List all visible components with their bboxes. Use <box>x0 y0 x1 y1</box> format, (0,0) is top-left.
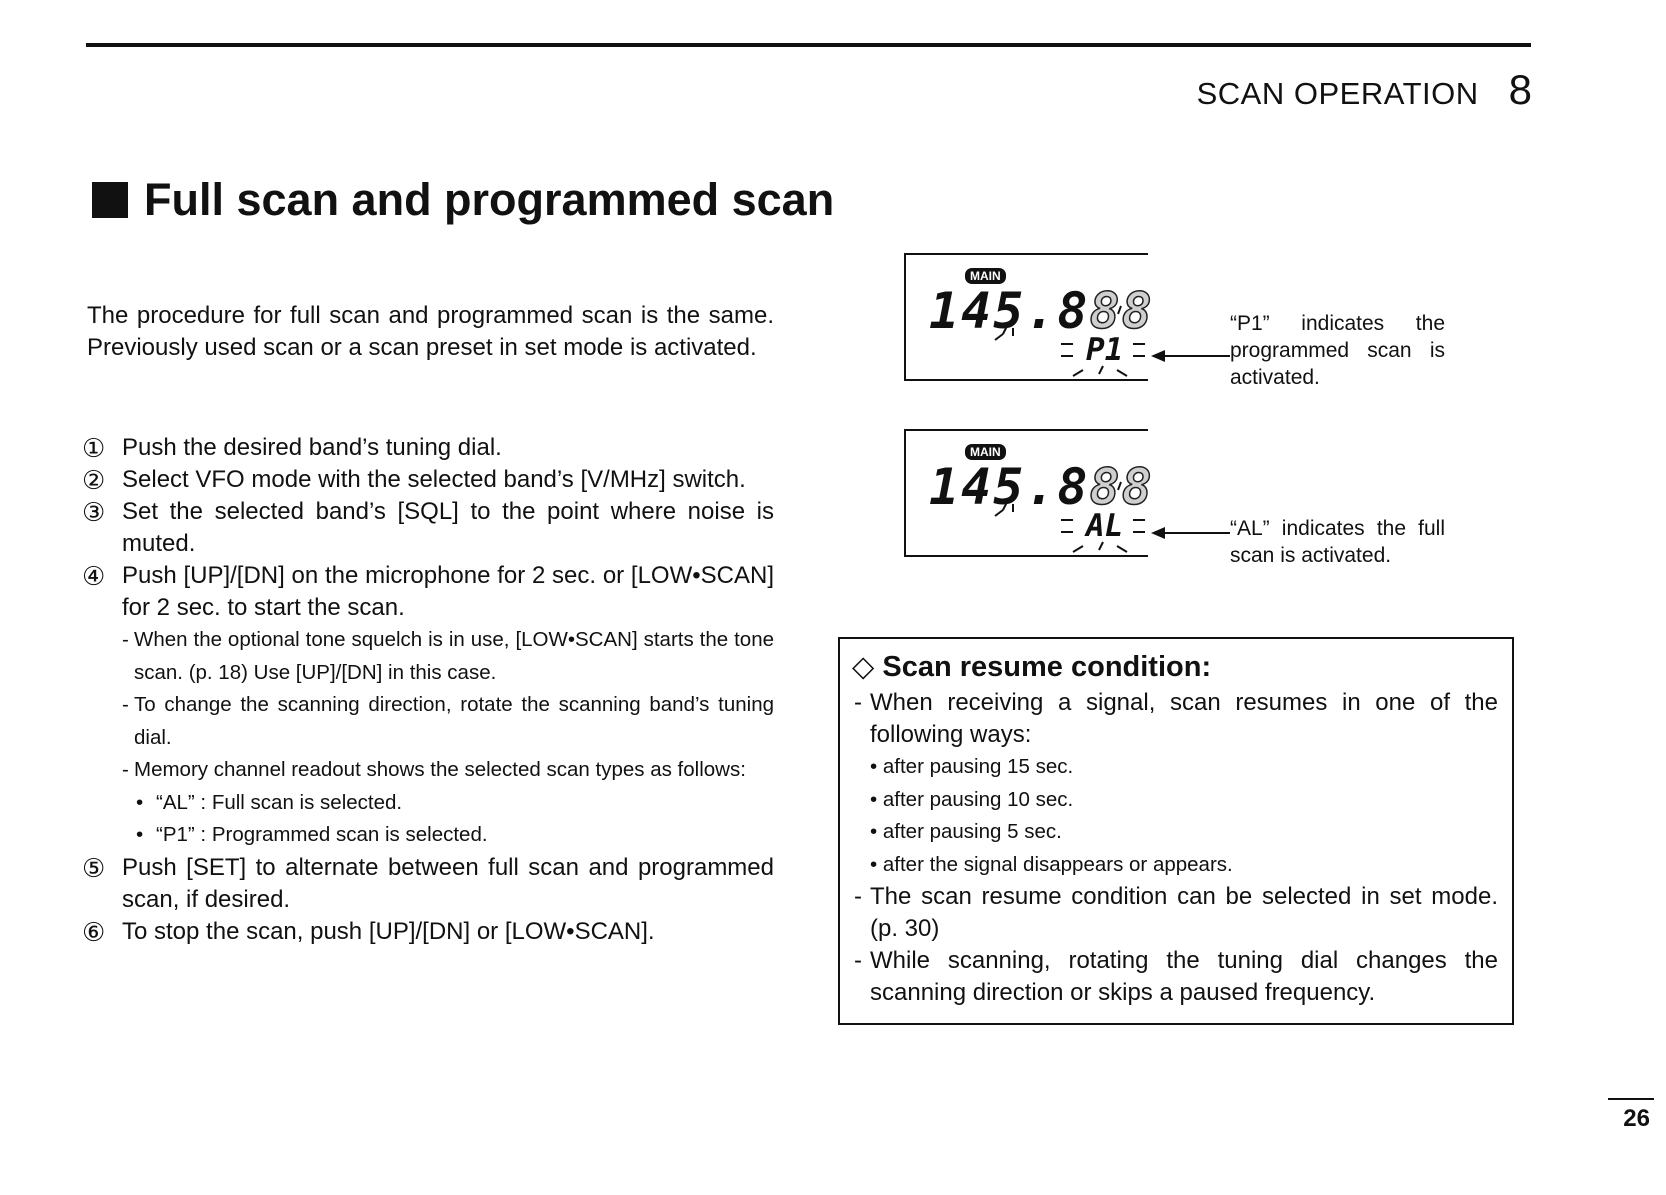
arrow-icon <box>1154 532 1230 534</box>
step-number: ④ <box>82 561 106 591</box>
header-rule <box>86 43 1531 47</box>
resume-item: - When receiving a signal, scan resumes in one of the following ways: <box>854 689 1498 748</box>
step-text: Push [SET] to alternate between full scan and programmed scan, if desired. <box>122 853 774 913</box>
step-1 <box>82 432 774 464</box>
step-2 <box>82 464 774 496</box>
main-badge: MAIN <box>965 268 1006 284</box>
diamond-icon: ◇ <box>852 651 875 683</box>
resume-body <box>854 687 1498 1009</box>
intro-paragraph: The procedure for full scan and programmed scan is the same. Previously used scan or a scan preset in set mode is activated. <box>87 302 774 361</box>
resume-bullet: • after the signal disappears or appears. <box>870 852 1233 876</box>
step-number: ② <box>82 465 106 495</box>
note-item: - When the optional tone squelch is in use, [LOW•SCAN] starts the tone scan. (p. 18) Use [UP]/[DN] in this case. <box>122 628 774 684</box>
step-4 <box>82 560 774 624</box>
step-4-notes <box>122 624 774 852</box>
resume-item: - While scanning, rotating the tuning dial changes the scanning direction or skips a paused frequency. <box>854 947 1498 1006</box>
al-caption: “AL” indicates the full scan is activated. <box>1230 517 1445 567</box>
resume-bullet: • after pausing 10 sec. <box>870 787 1074 811</box>
resume-heading-text: Scan resume condition: <box>882 651 1212 683</box>
note-item: - To change the scanning direction, rotate the scanning band’s tuning dial. <box>122 693 774 749</box>
page-number-rule <box>1608 1098 1654 1100</box>
note-item: - Memory channel readout shows the selected scan types as follows: <box>122 758 746 781</box>
step-text: Set the selected band’s [SQL] to the point where noise is muted. <box>122 498 774 557</box>
step-text: Push [UP]/[DN] on the microphone for 2 sec. or [LOW•SCAN] for 2 sec. to start the scan. <box>122 562 774 621</box>
resume-bullet: • after pausing 15 sec. <box>870 755 1074 778</box>
chapter-title: SCAN OPERATION <box>1196 76 1479 111</box>
lcd-display-al <box>903 428 1153 558</box>
main-badge: MAIN <box>965 444 1006 460</box>
step-number: ① <box>82 433 106 463</box>
frequency-readout: 145.888 <box>929 458 1154 516</box>
steps-list <box>82 432 774 948</box>
scan-mode-readout: AL <box>1086 508 1124 544</box>
section-marker-icon <box>92 182 128 218</box>
resume-bullet: • after pausing 5 sec. <box>870 820 1062 843</box>
resume-item: - The scan resume condition can be selected in set mode. (p. 30) <box>854 883 1498 942</box>
bullet-item: • “AL” : Full scan is selected. <box>136 790 403 814</box>
chapter-number: 8 <box>1508 66 1532 113</box>
step-6 <box>82 916 774 948</box>
scan-resume-box <box>838 637 1514 1025</box>
section-title <box>92 172 844 227</box>
step-5 <box>82 852 774 916</box>
section-title-text: Full scan and programmed scan <box>144 174 835 225</box>
step-3 <box>82 496 774 560</box>
step-text: To stop the scan, push [UP]/[DN] or [LOW•SCAN]. <box>122 917 655 945</box>
bullet-item: • “P1” : Programmed scan is selected. <box>136 823 488 846</box>
lcd-display-p1 <box>903 252 1153 382</box>
step-number: ③ <box>82 497 106 527</box>
resume-heading <box>852 649 1211 684</box>
step-number: ⑥ <box>82 916 106 947</box>
frequency-readout: 145.888 <box>929 282 1154 340</box>
p1-caption: “P1” indicates the programmed scan is activated. <box>1230 312 1445 389</box>
scan-mode-readout: P1 <box>1086 332 1124 368</box>
step-number: ⑤ <box>82 852 106 883</box>
page-header <box>1197 66 1532 114</box>
arrow-icon <box>1154 355 1230 357</box>
page-number: 26 <box>1623 1105 1650 1132</box>
step-text: Select VFO mode with the selected band’s [V/MHz] switch. <box>122 466 746 493</box>
step-text: Push the desired band’s tuning dial. <box>122 434 502 461</box>
